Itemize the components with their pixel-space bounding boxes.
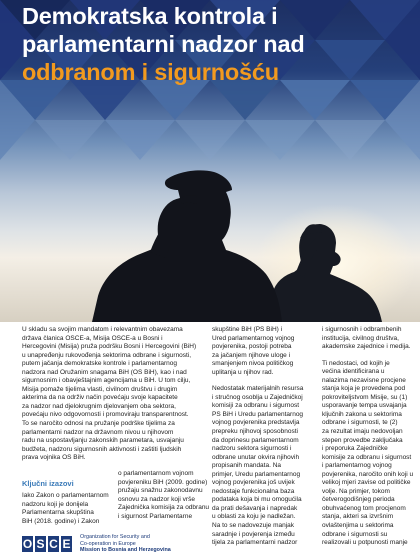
text-line: i preporuka Zajedničke — [322, 445, 388, 453]
osce-footer — [22, 533, 171, 555]
text-line: smanjenjem nivoa političkog — [212, 360, 294, 368]
intro-paragraph — [22, 326, 206, 463]
intro-line: Misija pomaže tijelima vlasti, civilnom društvu i drugim — [22, 385, 178, 393]
text-line: BiH (2018. godine) i Zakon — [22, 517, 100, 525]
intro-line: U skladu sa svojim mandatom i relevantnim obavezama — [22, 326, 183, 333]
text-line: obuhvaćenog tom procjenom — [322, 504, 406, 512]
mission-name: Mission to Bosnia and Herzegovina — [80, 547, 171, 554]
text-line: Na to se nadovezuje manjak — [212, 522, 295, 530]
logo-letter: E — [62, 537, 71, 551]
text-line: da doprinesu parlamentarnom — [212, 436, 299, 444]
text-line: prepreku njihovoj sposobnosti — [212, 428, 298, 436]
logo-letter: C — [49, 537, 58, 551]
text-line: povjerenika, naročito onih koji u — [322, 470, 414, 478]
text-line: i parlamentarnog vojnog — [322, 462, 392, 470]
text-line: institucija, civilnog društva, — [322, 334, 399, 342]
text-line: i sigurnost Parlamentarne — [118, 512, 193, 520]
key-challenges-heading: Ključni izazovi — [22, 479, 74, 488]
text-line: primjer, Uredu parlamentarnog — [212, 470, 301, 478]
text-line: stanja, akteri sa izvršnim — [322, 513, 394, 521]
text-line: PS BiH i Uredu parlamentarnog — [212, 410, 304, 418]
text-line: Ured parlamentarnog vojnog — [212, 334, 295, 342]
intro-line: akterima da na održiv način povećaju svoje kapacitete — [22, 394, 178, 402]
intro-line: za nadzor nad djelokrugnim djelovanjem oba sektora, — [22, 402, 176, 410]
text-line: većina identificirana u — [322, 368, 385, 376]
text-line: uplitanja u njihov rad. — [212, 368, 274, 376]
intro-line: parlamentarni nadzor na državnom nivou u njihovom — [22, 428, 174, 436]
text-line: ključnih zakona u sektorima — [322, 410, 402, 418]
logo-letter: S — [36, 537, 45, 551]
page-title — [22, 2, 414, 86]
text-line: realizovali u potpunosti manje — [322, 539, 408, 547]
text-line: o parlamentarnom vojnom — [118, 470, 194, 477]
challenges-paragraph-left — [22, 492, 110, 526]
title-line-3: odbranom i sigurnošću — [22, 59, 279, 85]
intro-line: To se naročito odnosi na pružanje podrške tijelima za — [22, 420, 175, 428]
text-line: Ti nedostaci, od kojih je — [322, 359, 390, 367]
text-line: i stručnog osoblja u Zajedničkoj — [212, 393, 303, 401]
challenges-paragraph-right — [118, 470, 210, 521]
text-line: za rezultat imaju nedovoljan — [322, 428, 403, 436]
text-line: komisije za odbranu i sigurnost — [322, 453, 412, 461]
text-line: propisanih mandata. Na — [212, 462, 282, 470]
paragraph-gap — [212, 377, 315, 385]
text-line: u oblasti za koju je nadležan. — [212, 513, 296, 521]
text-line: pokroviteljstvom Misije, su (1) — [322, 393, 408, 401]
text-line: usporavanje tempa usvajanja — [322, 402, 407, 410]
text-line: da prati dešavanja i napredak — [212, 504, 298, 512]
paragraph-gap — [322, 352, 416, 360]
intro-line: nadzora nad Oružanim snagama BiH (OS BiH), kao i nad — [22, 368, 187, 376]
intro-line: radu na uspostavljanju zakonskih parametara, usvajanju — [22, 437, 184, 445]
text-line: ovlaštenjima u sektorima — [322, 522, 394, 530]
text-line: za jačanjem njihove uloge i — [212, 351, 291, 359]
intro-line: povećaju nivo odgovornosti i promoviraju transparentnost. — [22, 411, 189, 419]
text-line: odbrane i sigurnosti, te (2) — [322, 419, 398, 427]
text-line: pružaju snažnu zakonodavnu — [118, 487, 203, 495]
text-line: nalazima nezavisne procjene — [322, 376, 406, 384]
text-line: nadzoru koji je donijela — [22, 500, 89, 508]
text-line: Nedostatak materijalnih resursa — [212, 385, 304, 393]
text-line: i sigurnosnih i odbrambenih — [322, 326, 402, 333]
text-line: stanja koja je provedena pod — [322, 385, 406, 393]
intro-line: budžeta, nadzoru sigurnosnih aktivnosti i zaštiti ljudskih — [22, 445, 182, 453]
column-2-text — [212, 326, 315, 548]
org-line: Organization for Security and — [80, 534, 150, 541]
text-line: akademske zajednice i medija. — [322, 343, 411, 351]
text-line: Parlamentarna skupština — [22, 509, 94, 517]
organization-name — [80, 534, 171, 553]
text-line: vojnog povjerenika još uvijek — [212, 479, 295, 487]
title-line-1: Demokratska kontrola i — [22, 3, 278, 29]
intro-line: prava vojnika OS BiH. — [22, 454, 86, 462]
osce-logo — [22, 536, 74, 552]
text-line: Zajednička komisija za odbranu — [118, 504, 210, 512]
text-line: osnovu za nadzor koji vrše — [118, 495, 195, 503]
text-line: odbrane unutar okvira njihovih — [212, 453, 300, 461]
text-line: podataka koja bi mu omogućila — [212, 496, 302, 504]
text-line: saradnje i povjerenja između — [212, 530, 295, 538]
column-3-text — [322, 326, 416, 548]
intro-line: putem jačanja demokratske kontrole i parlamentarnog — [22, 360, 178, 368]
logo-letter: O — [22, 537, 33, 551]
text-line: velikoj mjeri zavise od političke — [322, 479, 411, 487]
text-line: vojnog povjerenika predstavlja — [212, 419, 300, 427]
text-line: volje. Na primjer, tokom — [322, 487, 390, 495]
text-line: nadzoru sektora sigurnosti i — [212, 445, 292, 453]
intro-line: država članica OSCE-a, Misija OSCE-a u Bosni i — [22, 334, 163, 342]
text-line: četverogodišnjeg perioda — [322, 496, 395, 504]
intro-line: Hercegovini (Misija) pruža podršku Bosni i Hercegovini (BiH) — [22, 343, 197, 351]
org-line: Co-operation in Europe — [80, 540, 136, 547]
text-line: stepen provedbe zaključaka — [322, 436, 403, 444]
text-line: povjereniku BiH (2009. godine) — [118, 478, 208, 486]
intro-line: u unapređenju rukovođenja sektorima odbrane i sigurnosti, — [22, 351, 192, 359]
title-line-2: parlamentarni nadzor nad — [22, 31, 305, 57]
text-line: povjerenika, postoji potreba — [212, 343, 292, 351]
text-line: odbrane i sigurnosti su — [322, 530, 388, 538]
text-line: skupštine BiH (PS BiH) i — [212, 326, 283, 333]
text-line: Iako Zakon o parlamentarnom — [22, 492, 109, 499]
text-line: nedostaje funkcionalna baza — [212, 487, 295, 495]
intro-line: sigurnosnim i obavještajnim agencijama u BiH. U tom cilju, — [22, 377, 191, 385]
text-line: tijela za parlamentarni nadzor — [212, 539, 298, 547]
text-line: komisiji za odbranu i sigurnost — [212, 402, 300, 410]
